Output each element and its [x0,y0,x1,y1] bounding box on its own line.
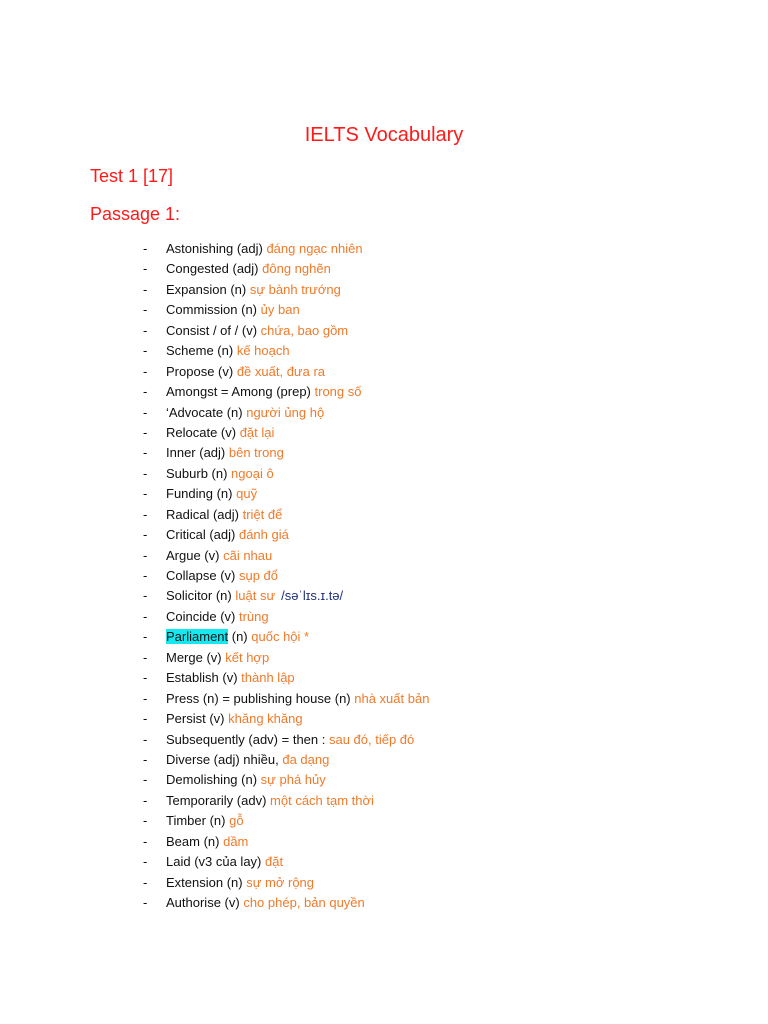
vocab-term: Subsequently (adv) = then : [166,731,326,747]
vocab-translation: sự bành trướng [249,281,341,297]
vocab-term: Amongst = Among (prep) [166,384,311,400]
vocab-entry [0,362,429,382]
bullet-dash: - [143,281,148,297]
vocab-translation: luật sư [235,588,276,604]
vocab-entry [0,321,429,341]
bullet-dash: - [143,711,148,727]
vocab-entry [0,239,429,259]
vocab-term: Solicitor (n) [166,588,232,604]
bullet-dash: - [143,343,148,359]
vocab-entry [0,730,429,750]
vocab-entry [0,648,429,668]
vocab-entry [0,709,429,729]
vocab-term: Diverse (adj) nhiều, [166,751,279,767]
bullet-dash: - [143,568,148,583]
vocab-term: (n) [228,629,248,645]
vocab-translation: ngoại ô [231,465,274,481]
vocab-term: Relocate (v) [166,424,237,440]
bullet-dash: - [143,792,148,808]
vocab-translation: sụp đổ [238,568,279,583]
bullet-dash: - [143,363,148,379]
bullet-dash: - [143,649,148,665]
vocab-term: Scheme (n) [166,343,234,359]
vocab-term: Propose (v) [166,363,234,379]
bullet-dash: - [143,322,148,338]
vocab-translation: sau đó, tiếp đó [328,731,415,747]
vocab-term: Argue (v) [166,547,220,563]
vocab-term: Demolishing (n) [166,772,258,788]
bullet-dash: - [143,465,148,481]
vocab-translation: đa dạng [282,751,330,767]
vocab-translation: sự mở rộng [246,874,315,890]
bullet-dash: - [143,506,148,522]
vocab-entry [0,300,429,320]
bullet-dash: - [143,874,148,890]
vocab-translation: kế hoạch [236,343,290,359]
vocab-term: Coincide (v) [166,608,236,624]
vocab-translation: cho phép, bản quyền [243,895,365,910]
highlighted-term: Parliament [166,629,229,645]
vocab-term: Consist / of / (v) [166,322,258,338]
bullet-dash: - [143,751,148,767]
vocab-entry [0,832,429,852]
vocab-entry [0,873,429,893]
bullet-dash: - [143,895,148,910]
vocab-entry [0,689,429,709]
vocab-entry [0,566,429,586]
vocab-term: Persist (v) [166,711,225,727]
bullet-dash: - [143,384,148,400]
vocab-entry [0,525,429,545]
bullet-dash: - [143,486,148,502]
vocab-translation: chứa, bao gồm [260,322,349,338]
vocab-translation: kết hợp [225,649,270,665]
bullet-dash: - [143,588,148,604]
vocab-entry [0,484,429,504]
vocab-entry [0,341,429,361]
vocab-term: Radical (adj) [166,506,239,522]
bullet-dash: - [143,772,148,788]
vocab-translation: gỗ [229,813,244,829]
vocab-term: ‘Advocate (n) [166,404,243,420]
vocab-term: Extension (n) [166,874,243,890]
vocab-term: Press (n) = publishing house (n) [166,690,351,706]
vocab-entry [0,811,429,831]
vocab-entry [0,280,429,300]
vocab-translation: thành lập [241,670,295,686]
vocab-entry [0,770,429,790]
vocab-translation: khăng khăng [228,711,303,727]
vocab-term: Authorise (v) [166,895,240,910]
vocab-entry [0,505,429,525]
vocab-translation: đề xuất, đưa ra [236,363,326,379]
vocab-term: Laid (v3 của lay) [166,854,262,870]
vocab-entry [0,382,429,402]
vocab-translation: đặt [265,854,284,870]
vocab-entry [0,893,429,913]
bullet-dash: - [143,261,148,277]
vocab-entry [0,443,429,463]
vocab-term: Commission (n) [166,302,258,318]
document-title: IELTS Vocabulary [304,124,464,146]
test-heading: Test 1 [17] [90,166,174,186]
bullet-dash: - [143,670,148,686]
vocab-translation: trong số [314,384,362,400]
vocab-entry [0,852,429,872]
vocab-translation: một cách tạm thời [270,792,374,808]
bullet-dash: - [143,731,148,747]
vocab-entry [0,464,429,484]
bullet-dash: - [143,629,148,645]
vocabulary-list [0,239,429,913]
bullet-dash: - [143,854,148,870]
passage-heading: Passage 1: [90,204,181,224]
vocab-term: Suburb (n) [166,465,228,481]
vocab-entry [0,403,429,423]
vocab-term: Critical (adj) [166,527,236,543]
vocab-term: Astonishing (adj) [166,241,263,256]
vocab-pronunciation: /səˈlɪs.ɪ.tə/ [281,588,344,604]
vocab-term: Merge (v) [166,649,222,665]
vocab-translation: đánh giá [238,527,289,543]
vocab-translation: quỹ [236,486,258,502]
vocab-entry [0,668,429,688]
vocab-term: Collapse (v) [166,568,236,583]
vocab-entry [0,546,429,566]
vocab-translation: quốc hội * [251,629,310,645]
vocab-term: Expansion (n) [166,281,247,297]
bullet-dash: - [143,690,148,706]
vocab-term: Beam (n) [166,833,220,849]
vocab-translation: cãi nhau [223,547,273,563]
vocab-entry [0,627,429,647]
vocab-translation: ủy ban [260,302,300,318]
vocab-translation: đáng ngạc nhiên [266,241,363,256]
bullet-dash: - [143,608,148,624]
vocab-term: Timber (n) [166,813,226,829]
bullet-dash: - [143,302,148,318]
vocab-entry [0,750,429,770]
vocab-entry [0,259,429,279]
vocab-translation: sự phá hủy [260,772,326,788]
vocab-translation: dầm [223,833,249,849]
vocab-translation: đông nghẽn [262,261,331,277]
vocab-translation: nhà xuất bản [354,690,430,706]
vocab-translation: người ủng hộ [246,404,325,420]
bullet-dash: - [143,833,148,849]
vocab-term: Inner (adj) [166,445,226,461]
bullet-dash: - [143,547,148,563]
vocab-entry [0,423,429,443]
vocab-translation: đặt lại [239,424,275,440]
vocab-translation: bên trong [228,445,284,461]
vocab-translation: trùng [238,608,269,624]
vocab-entry [0,607,429,627]
bullet-dash: - [143,813,148,829]
bullet-dash: - [143,404,148,420]
vocab-term: Establish (v) [166,670,238,686]
vocab-term: Temporarily (adv) [166,792,267,808]
bullet-dash: - [143,527,148,543]
vocab-entry [0,586,429,606]
vocab-term: Congested (adj) [166,261,259,277]
vocab-translation: triệt để [242,506,283,522]
bullet-dash: - [143,424,148,440]
vocab-entry [0,791,429,811]
vocab-term: Funding (n) [166,486,233,502]
bullet-dash: - [143,445,148,461]
bullet-dash: - [143,241,148,256]
